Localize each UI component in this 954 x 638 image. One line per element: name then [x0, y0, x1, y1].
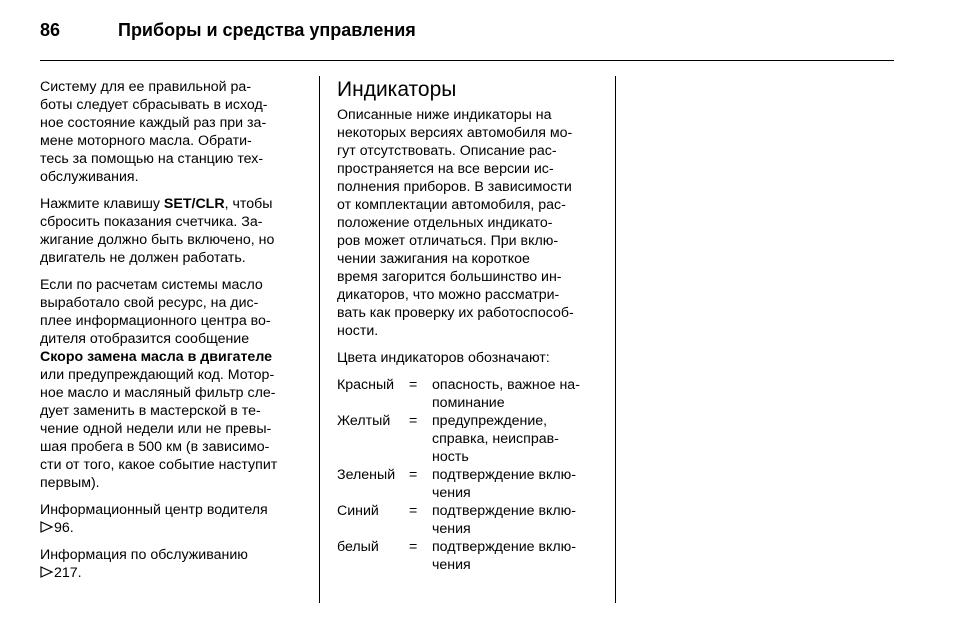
text-line: полнения приборов. В зависимости [337, 179, 572, 195]
color-name: Красный [337, 377, 395, 393]
page-reference-arrow-icon [40, 521, 54, 533]
color-name: Синий [337, 503, 379, 519]
page-header [40, 20, 892, 60]
color-meaning [432, 376, 602, 412]
text-line: гут отсутствовать. Описание рас- [337, 143, 557, 159]
text-line: обслуживания. [40, 169, 139, 185]
text-line: сбросить показания счетчика. За- [40, 214, 263, 230]
text-line: тесь за помощью на станцию тех- [40, 151, 264, 167]
left-column [40, 78, 308, 591]
equals-sign: = [409, 467, 418, 483]
text-line: дителя отобразится сообщение [40, 331, 250, 347]
text-fragment: Нажмите клавишу [40, 196, 164, 212]
text-line: предупреждение, [432, 413, 548, 429]
chapter-title: Приборы и средства управления [118, 20, 416, 40]
page-number: 86 [40, 20, 61, 40]
equals-sign: = [409, 539, 418, 555]
text-line: мене моторного масла. Обрати- [40, 133, 252, 149]
text-line: ное состояние каждый раз при за- [40, 115, 267, 131]
text-line: чения [432, 557, 471, 573]
reference-text: Информация по обслуживанию [40, 547, 248, 563]
paragraph-indicators-intro [337, 106, 605, 340]
text-line: положение отдельных индикато- [337, 215, 553, 231]
text-line: выработало свой ресурс, на дис- [40, 295, 259, 311]
color-row-white [337, 538, 602, 574]
reference-page: 96. [54, 520, 74, 536]
equals-sign: = [409, 503, 418, 519]
text-line: Описанные ниже индикаторы на [337, 107, 552, 123]
text-line: первым). [40, 475, 100, 491]
cross-reference-service-info[interactable] [40, 546, 308, 582]
text-line: или предупреждающий код. Мотор- [40, 367, 275, 383]
oil-change-message: Скоро замена масла в двигателе [40, 349, 273, 365]
colors-intro: Цвета индикаторов обозначают: [337, 350, 550, 366]
equals-sign: = [409, 413, 418, 429]
text-line: чении зажигания на короткое [337, 251, 530, 267]
paragraph-reset-system [40, 78, 308, 186]
text-line: дует заменить в мастерской в те- [40, 403, 261, 419]
text-line [40, 196, 272, 212]
section-title: Индикаторы [337, 78, 457, 101]
color-row-red [337, 376, 602, 412]
color-meaning [432, 412, 602, 466]
text-line: подтверждение вклю- [432, 503, 576, 519]
text-line: ное масло и масляный фильтр сле- [40, 385, 276, 401]
text-line: плее информационного центра во- [40, 313, 271, 329]
text-line: сти от того, какое событие наступит [40, 457, 278, 473]
text-line: чение одной недели или не превы- [40, 421, 272, 437]
text-line: пространяется на все версии ис- [337, 161, 554, 177]
page-reference-arrow-icon [40, 566, 54, 578]
text-line: справка, неисправ- [432, 431, 559, 447]
paragraph-oil-life [40, 276, 308, 492]
text-line: поминание [432, 395, 505, 411]
text-line: от комплектации автомобиля, рас- [337, 197, 566, 213]
text-line: ров может отличаться. При вклю- [337, 233, 559, 249]
text-line: вать как проверку их работоспособ- [337, 305, 574, 321]
text-line: шая пробега в 500 км (в зависимо- [40, 439, 270, 455]
equals-sign: = [409, 377, 418, 393]
text-line: двигатель не должен работать. [40, 250, 246, 266]
column-divider-right [615, 76, 616, 603]
color-row-blue [337, 502, 602, 538]
text-line: время загорится большинство ин- [337, 269, 562, 285]
text-line: чения [432, 521, 471, 537]
color-name: Желтый [337, 413, 391, 429]
text-line: опасность, важное на- [432, 377, 580, 393]
text-line: ности. [337, 323, 379, 339]
text-line: подтверждение вклю- [432, 467, 576, 483]
color-name: Зеленый [337, 467, 396, 483]
key-set-clr: SET/CLR [163, 196, 225, 212]
text-line: дикаторов, что можно рассматри- [337, 287, 560, 303]
indicator-colors-table [337, 376, 602, 574]
reference-text: Информационный центр водителя [40, 502, 268, 518]
text-line: ность [432, 449, 469, 465]
color-row-green [337, 466, 602, 502]
text-line: жигание должно быть включено, но [40, 232, 275, 248]
middle-column [337, 78, 605, 574]
text-fragment: , чтобы [224, 196, 273, 212]
color-meaning [432, 466, 602, 502]
column-divider-left [319, 76, 320, 603]
text-line: боты следует сбрасывать в исход- [40, 97, 268, 113]
color-meaning [432, 502, 602, 538]
text-line: Систему для ее правильной ра- [40, 79, 252, 95]
color-name: белый [337, 539, 379, 555]
text-line: Если по расчетам системы масло [40, 277, 263, 293]
paragraph-press-key [40, 195, 308, 267]
text-line: чения [432, 485, 471, 501]
text-line: подтверждение вклю- [432, 539, 576, 555]
cross-reference-driver-info[interactable] [40, 501, 308, 537]
header-rule [40, 60, 894, 61]
reference-page: 217. [54, 565, 82, 581]
color-meaning [432, 538, 602, 574]
text-line: некоторых версиях автомобиля мо- [337, 125, 573, 141]
color-row-yellow [337, 412, 602, 466]
